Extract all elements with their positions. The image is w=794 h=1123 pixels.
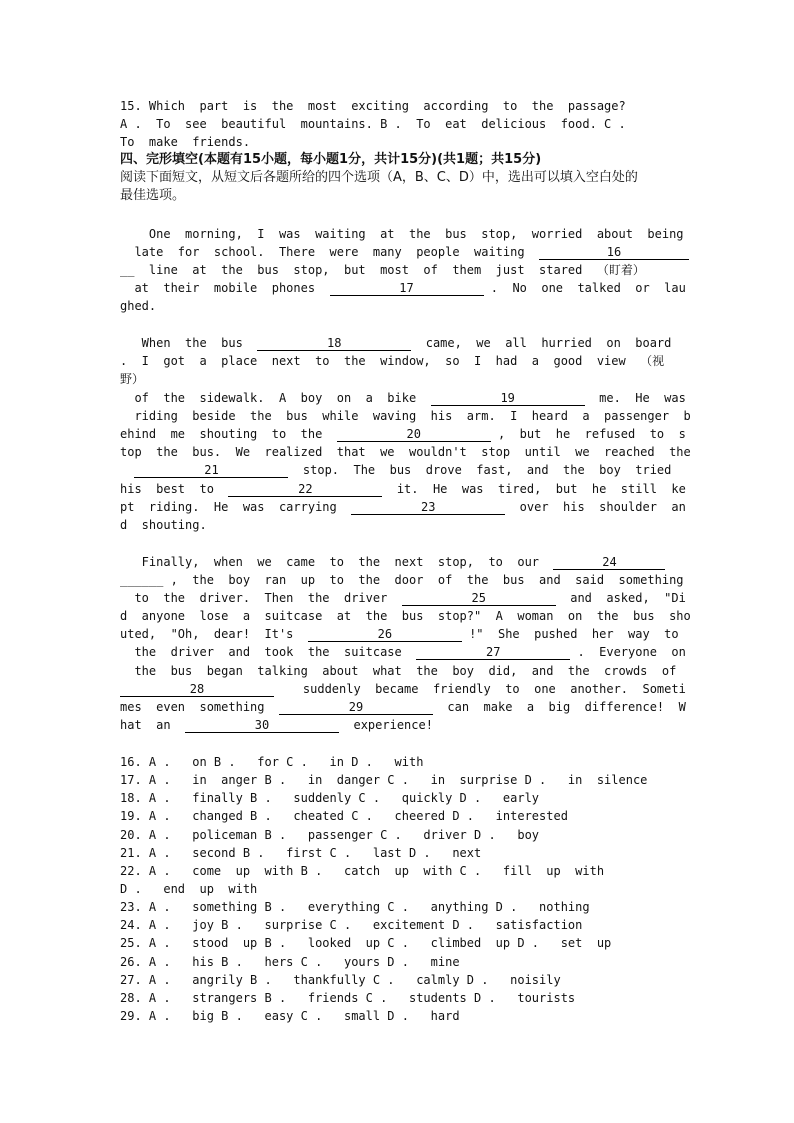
passage-text: pt riding. He was carrying — [120, 500, 337, 514]
passage-line: d anyone lose a suitcase at the bus stop?" A woman on the bus sho — [120, 609, 691, 623]
passage-text: late for school. There were many people waiting — [120, 245, 525, 259]
passage-line — [120, 553, 676, 571]
passage-text: mes even something — [120, 700, 265, 714]
passage-text: can make a big difference! W — [447, 700, 686, 714]
section-instruction: 阅读下面短文，从短文后各题所给的四个选项（A，B、C、D）中，选出可以填入空白处的 — [120, 170, 638, 185]
passage-line — [120, 480, 686, 498]
option-row-22-cont: D . end up with — [120, 882, 258, 896]
blank-30: 30 — [185, 718, 339, 733]
passage-text: hat an — [120, 718, 171, 732]
passage-text: experience! — [353, 718, 433, 732]
passage-line: the bus began talking about what the boy did, and the crowds of — [120, 664, 677, 678]
blank-22: 22 — [228, 482, 382, 497]
passage-text: of the sidewalk. A boy on a bike — [120, 391, 417, 405]
passage-line — [120, 279, 686, 297]
option-row-24: 24. A . joy B . surprise C . excitement D . satisfaction — [120, 918, 583, 932]
blank-29: 29 — [279, 700, 433, 715]
section-instruction-cont: 最佳选项。 — [120, 188, 186, 203]
passage-line: ______ , the boy ran up to the door of the bus and said something — [120, 573, 684, 587]
option-row-22: 22. A . come up with B . catch up with C . fill up with — [120, 864, 605, 878]
passage-text: . No one talked or lau — [490, 281, 686, 295]
passage-text: Finally, when we came to the next stop, to our — [120, 555, 540, 569]
option-row-23: 23. A . something B . everything C . anything D . nothing — [120, 900, 590, 914]
passage-text: the driver and took the suitcase — [120, 645, 402, 659]
passage-line: 野） — [120, 372, 145, 386]
blank-18: 18 — [257, 336, 411, 351]
blank-26: 26 — [308, 627, 462, 642]
blank-28: 28 — [120, 682, 274, 697]
passage-text: me. He was — [599, 391, 686, 405]
passage-text: stop. The bus drove fast, and the boy tried — [302, 463, 672, 477]
passage-line: __ line at the bus stop, but most of them just stared （盯着） — [120, 263, 645, 277]
passage-line — [120, 334, 676, 352]
section-heading: 四、完形填空(本题有15小题，每小题1分，共计15分)(共1题；共15分) — [120, 152, 542, 167]
passage-line: . I got a place next to the window, so I had a good view （视 — [120, 354, 665, 368]
passage-line — [120, 680, 686, 698]
passage-text: ehind me shouting to the — [120, 427, 323, 441]
passage-text: . Everyone on — [577, 645, 686, 659]
passage-text: When the bus — [120, 336, 243, 350]
passage-line — [120, 461, 676, 479]
passage-text: suddenly became friendly to one another. Someti — [302, 682, 686, 696]
option-row-16: 16. A . on B . for C . in D . with — [120, 755, 424, 769]
passage-line: riding beside the bus while waving his arm. I heard a passenger b — [120, 409, 691, 423]
passage-text: it. He was tired, but he still ke — [396, 482, 686, 496]
passage-text: to the driver. Then the driver — [120, 591, 388, 605]
passage-line: d shouting. — [120, 518, 207, 532]
passage-text: over his shoulder an — [519, 500, 686, 514]
option-row-25: 25. A . stood up B . looked up C . climbed up D . set up — [120, 936, 612, 950]
question-15-options-cont: To make friends. — [120, 135, 251, 149]
option-row-26: 26. A . his B . hers C . yours D . mine — [120, 955, 460, 969]
passage-text: !" She pushed her way to — [469, 627, 679, 641]
option-row-18: 18. A . finally B . suddenly C . quickly D . early — [120, 791, 540, 805]
blank-25: 25 — [402, 591, 556, 606]
option-row-17: 17. A . in anger B . in danger C . in surprise D . in silence — [120, 773, 648, 787]
passage-text: , but he refused to s — [497, 427, 686, 441]
option-row-20: 20. A . policeman B . passenger C . driver D . boy — [120, 828, 540, 842]
passage-line — [120, 498, 686, 516]
passage-text: came, we all hurried on board — [425, 336, 672, 350]
blank-17: 17 — [330, 281, 484, 296]
passage-line: One morning, I was waiting at the bus stop, worried about being — [120, 227, 684, 241]
option-row-28: 28. A . strangers B . friends C . students D . tourists — [120, 991, 576, 1005]
option-row-27: 27. A . angrily B . thankfully C . calmly D . noisily — [120, 973, 561, 987]
passage-text: uted, "Oh, dear! It's — [120, 627, 294, 641]
question-15-options: A . To see beautiful mountains. B . To eat delicious food. C . — [120, 117, 626, 131]
passage-line — [120, 389, 686, 407]
blank-19: 19 — [431, 391, 585, 406]
passage-line — [120, 698, 686, 716]
blank-23: 23 — [351, 500, 505, 515]
blank-20: 20 — [337, 427, 491, 442]
passage-line — [120, 625, 679, 643]
option-row-29: 29. A . big B . easy C . small D . hard — [120, 1009, 460, 1023]
blank-16: 16 — [539, 245, 689, 260]
blank-21: 21 — [134, 463, 288, 478]
blank-27: 27 — [416, 645, 570, 660]
passage-line: ghed. — [120, 299, 157, 313]
passage-line: top the bus. We realized that we wouldn't stop until we reached the — [120, 445, 691, 459]
passage-line — [120, 716, 676, 734]
passage-line — [120, 425, 686, 443]
option-row-21: 21. A . second B . first C . last D . next — [120, 846, 482, 860]
question-15-stem: 15. Which part is the most exciting according to the passage? — [120, 99, 626, 113]
passage-line — [120, 243, 676, 261]
blank-24: 24 — [553, 555, 665, 570]
option-row-19: 19. A . changed B . cheated C . cheered D . interested — [120, 809, 568, 823]
passage-text: and asked, "Di — [570, 591, 686, 605]
passage-text: his best to — [120, 482, 214, 496]
passage-line — [120, 643, 686, 661]
passage-line — [120, 589, 686, 607]
passage-text: at their mobile phones — [120, 281, 316, 295]
